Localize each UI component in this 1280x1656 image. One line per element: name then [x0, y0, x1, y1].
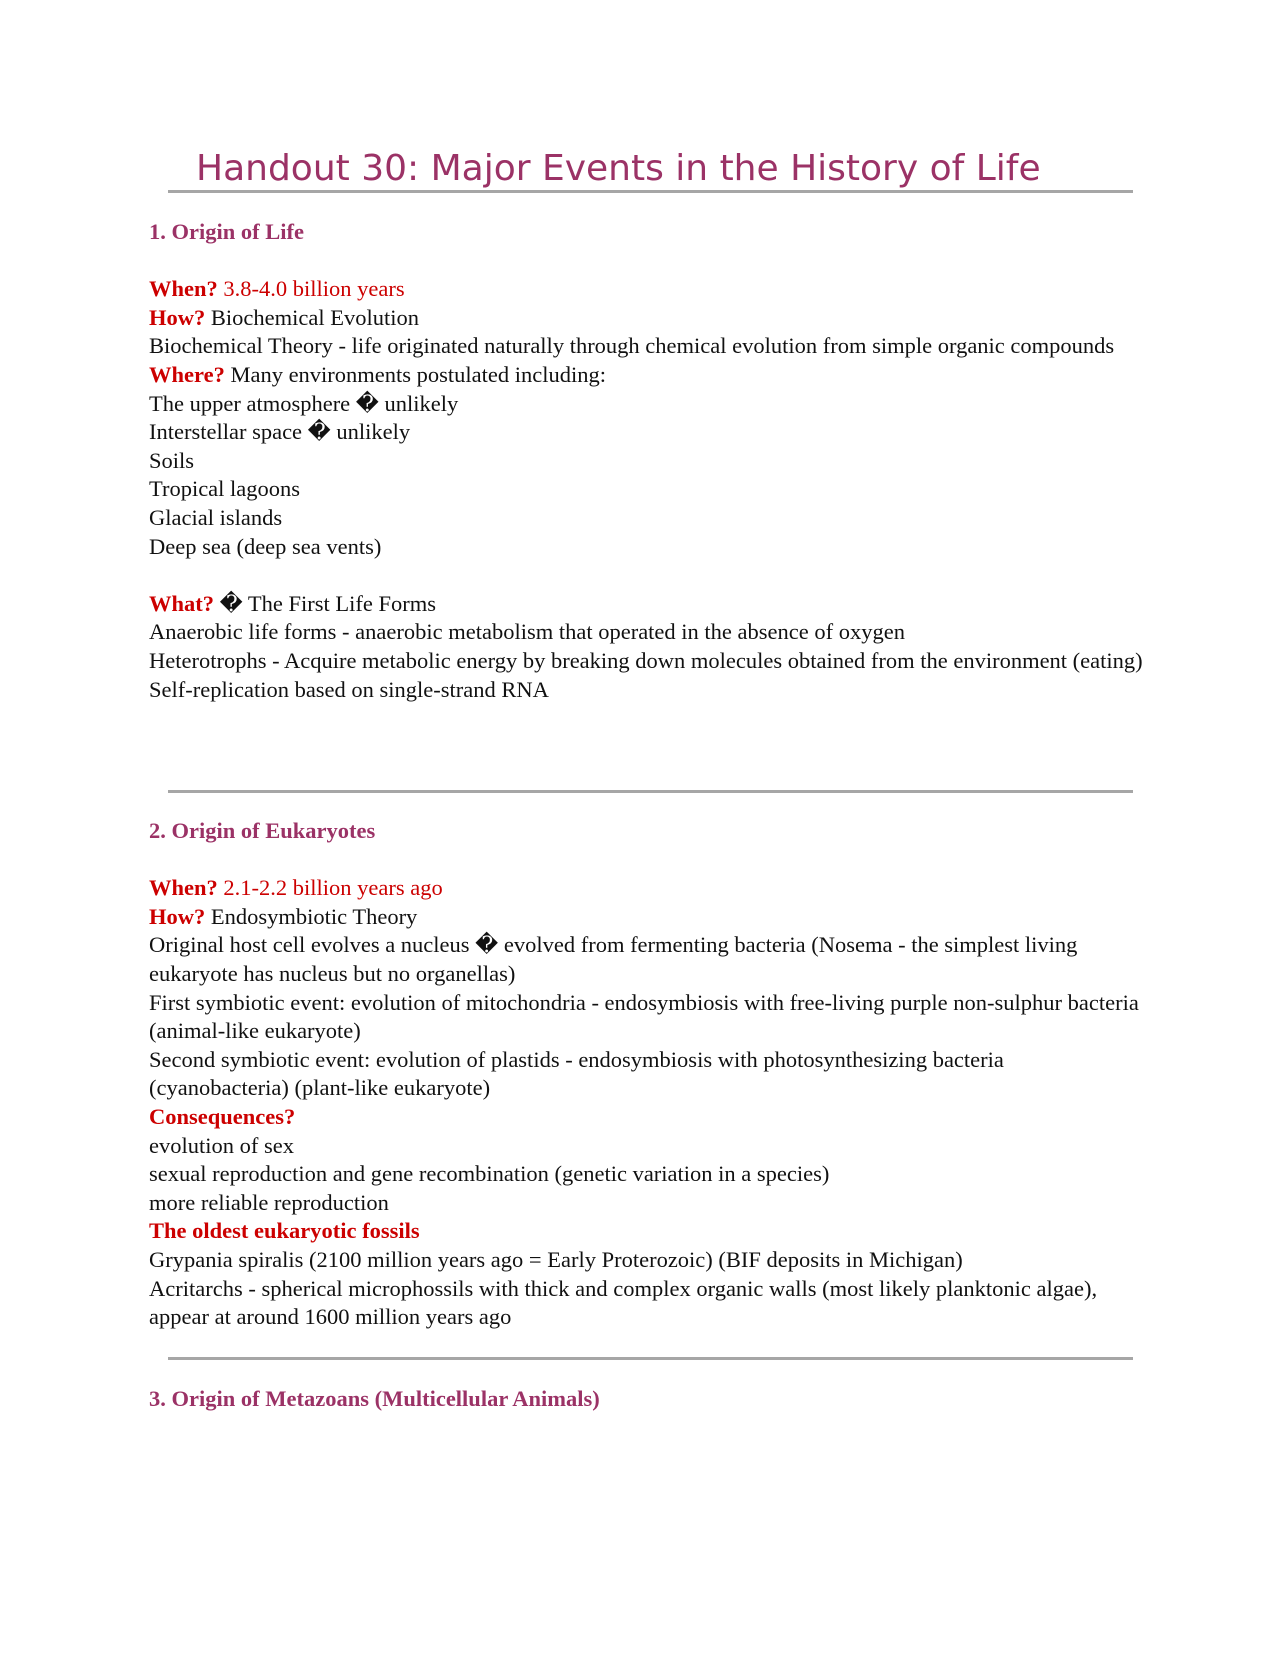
list-item: Soils: [149, 447, 195, 473]
section-divider: [168, 1357, 1133, 1360]
how-line: [149, 903, 1149, 932]
consequences-label: Consequences?: [149, 1103, 296, 1129]
how-label: How?: [149, 903, 206, 929]
when-label: When?: [149, 875, 218, 901]
list-item: Acritarchs - spherical microphossils with thick and complex organic walls (most likely planktonic algae), appear at around 1600 million years ago: [149, 1275, 1098, 1330]
section-heading: 3. Origin of Metazoans (Multicellular Animals): [149, 1386, 600, 1411]
what-value: � The First Life Forms: [219, 590, 437, 616]
list-item: Anaerobic life forms - anaerobic metabolism that operated in the absence of oxygen: [149, 619, 905, 645]
page-title: Handout 30: Major Events in the History of Life: [196, 148, 1041, 189]
list-item: Grypania spiralis (2100 million years ago = Early Proterozoic) (BIF deposits in Michigan): [149, 1246, 963, 1272]
when-line: [149, 275, 1149, 304]
section-origin-of-eukaryotes: [149, 817, 1149, 1332]
how-value: Endosymbiotic Theory: [210, 903, 418, 929]
when-value: 3.8-4.0 billion years: [223, 276, 405, 302]
list-item: First symbiotic event: evolution of mitochondria - endosymbiosis with free-living purple non-sulphur bacteria (animal-like eukaryote): [149, 989, 1139, 1044]
list-item: The upper atmosphere � unlikely: [149, 390, 459, 416]
where-label: Where?: [149, 361, 225, 387]
list-item: evolution of sex: [149, 1132, 294, 1158]
list-item: Interstellar space � unlikely: [149, 419, 411, 445]
list-item: Heterotrophs - Acquire metabolic energy by breaking down molecules obtained from the environment (eating): [149, 647, 1143, 673]
section-divider: [168, 790, 1133, 793]
list-item: more reliable reproduction: [149, 1189, 389, 1215]
list-item: Original host cell evolves a nucleus � evolved from fermenting bacteria (Nosema - the simplest living eukaryote has nucleus but no organellas): [149, 932, 1078, 986]
when-value: 2.1-2.2 billion years ago: [223, 875, 443, 901]
theory-text: Biochemical Theory - life originated naturally through chemical evolution from simple organic compounds: [149, 333, 1115, 359]
section-heading: 1. Origin of Life: [149, 219, 304, 244]
list-item: Tropical lagoons: [149, 476, 301, 502]
list-item: sexual reproduction and gene recombination (genetic variation in a species): [149, 1161, 830, 1187]
section-origin-of-life: [149, 218, 1149, 704]
list-item: Self-replication based on single-strand RNA: [149, 676, 549, 702]
how-line: [149, 304, 1149, 333]
what-line: [149, 590, 1149, 619]
how-label: How?: [149, 304, 206, 330]
fossils-label: The oldest eukaryotic fossils: [149, 1218, 420, 1244]
where-value: Many environments postulated including:: [230, 361, 607, 387]
list-item: Second symbiotic event: evolution of plastids - endosymbiosis with photosynthesizing bacteria (cyanobacteria) (plant-like eukaryote): [149, 1046, 1004, 1101]
what-label: What?: [149, 590, 215, 616]
section-origin-of-metazoans: [149, 1385, 1149, 1414]
list-item: Glacial islands: [149, 504, 283, 530]
when-label: When?: [149, 276, 218, 302]
title-divider: [168, 190, 1133, 193]
when-line: [149, 874, 1149, 903]
where-line: [149, 361, 1149, 390]
list-item: Deep sea (deep sea vents): [149, 533, 382, 559]
how-value: Biochemical Evolution: [210, 304, 419, 330]
section-heading: 2. Origin of Eukaryotes: [149, 818, 376, 843]
